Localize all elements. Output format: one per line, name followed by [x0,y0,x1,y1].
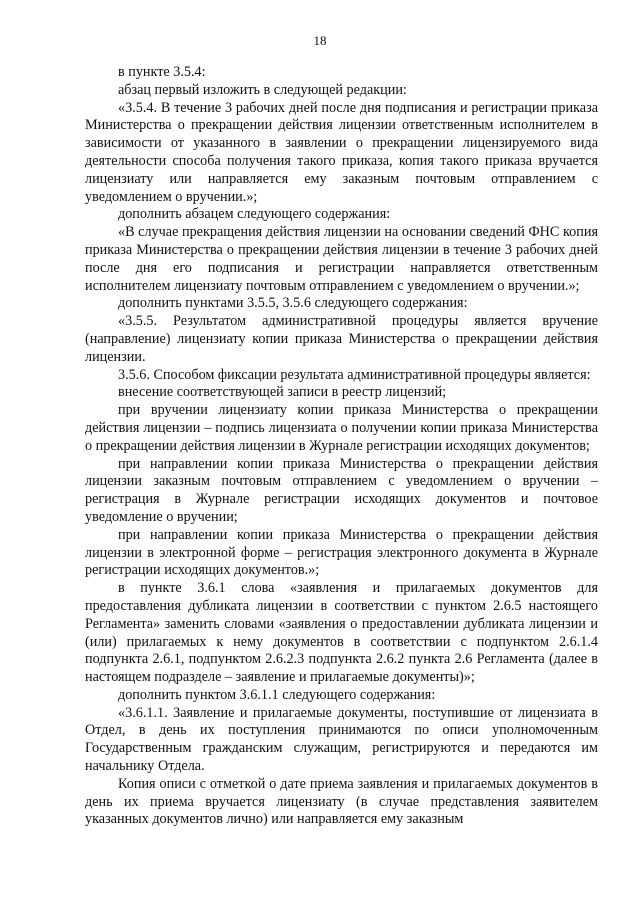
paragraph: «3.5.5. Результатом административной процедуры является вручение (направление) лицензиату копии приказа Министерства о прекращении действия лицензии. [85,313,598,365]
paragraph: при направлении копии приказа Министерства о прекращении действия лицензии заказным почтовым отправлением с уведомлением о вручении – регистрация в Журнале регистрации исходящих документов и почтовое уведомление о вручении; [85,455,598,525]
paragraph: дополнить абзацем следующего содержания: [118,206,391,223]
paragraph: дополнить пунктами 3.5.5, 3.5.6 следующего содержания: [118,295,468,312]
paragraph: 3.5.6. Способом фиксации результата административной процедуры является: [118,366,591,383]
paragraph: Копия описи с отметкой о дате приема заявления и прилагаемых документов в день их приема вручается лицензиату (в случае представления заявителем указанных документов лично) или направляется ему заказным [85,775,598,828]
page-number: 18 [313,33,327,48]
paragraph: «3.5.4. В течение 3 рабочих дней после дня подписания и регистрации приказа Министерства о прекращении действия лицензии ответственным исполнителем в зависимости от указанного в заявлении о прекращении лицензируемого вида деятельности способа получения такого приказа, копия такого приказа вручается лицензиату или направляется ему заказным почтовым отправлением с уведомлением о вручении.»; [85,99,598,205]
paragraph: «В случае прекращения действия лицензии на основании сведений ФНС копия приказа Министерства о прекращении действия лицензии в течение 3 рабочих дней после дня его подписания и регистрации направляется ответственным исполнителем лицензиату почтовым отправлением с уведомлением о вручении.»; [85,224,598,294]
paragraph: при вручении лицензиату копии приказа Министерства о прекращении действия лицензии – подпись лицензиата о получении копии приказа Министерства о прекращении действия лицензии в Журнале регистрации исходящих документов; [85,402,598,454]
paragraph: при направлении копии приказа Министерства о прекращении действия лицензии в электронной форме – регистрация электронного документа в Журнале регистрации исходящих документов.»; [85,526,598,579]
paragraph: абзац первый изложить в следующей редакции: [118,81,407,98]
paragraph: дополнить пунктом 3.6.1.1 следующего содержания: [118,686,436,703]
paragraph: в пункте 3.5.4: [118,64,206,80]
paragraph: «3.6.1.1. Заявление и прилагаемые документы, поступившие от лицензиата в Отдел, в день их поступления принимаются по описи уполномоченным Государственным гражданским служащим, регистрируются и передаются им начальнику Отдела. [85,704,598,775]
paragraph: в пункте 3.6.1 слова «заявления и прилагаемых документов для предоставления дубликата лицензии в соответствии с пунктом 2.6.5 настоящего Регламента» заменить словами «заявления о предоставлении дубликата лицензии и (или) прилагаемых к нему документов в соответствии с подпунктом 2.6.1.4 подпункта 2.6.1, подпунктом 2.6.2.3 подпункта 2.6.2 пункта 2.6 Регламента (далее в настоящем подразделе – заявление и прилагаемые документы)»; [85,580,598,686]
paragraph: внесение соответствующей записи в реестр лицензий; [118,384,447,401]
document-body [85,64,598,829]
